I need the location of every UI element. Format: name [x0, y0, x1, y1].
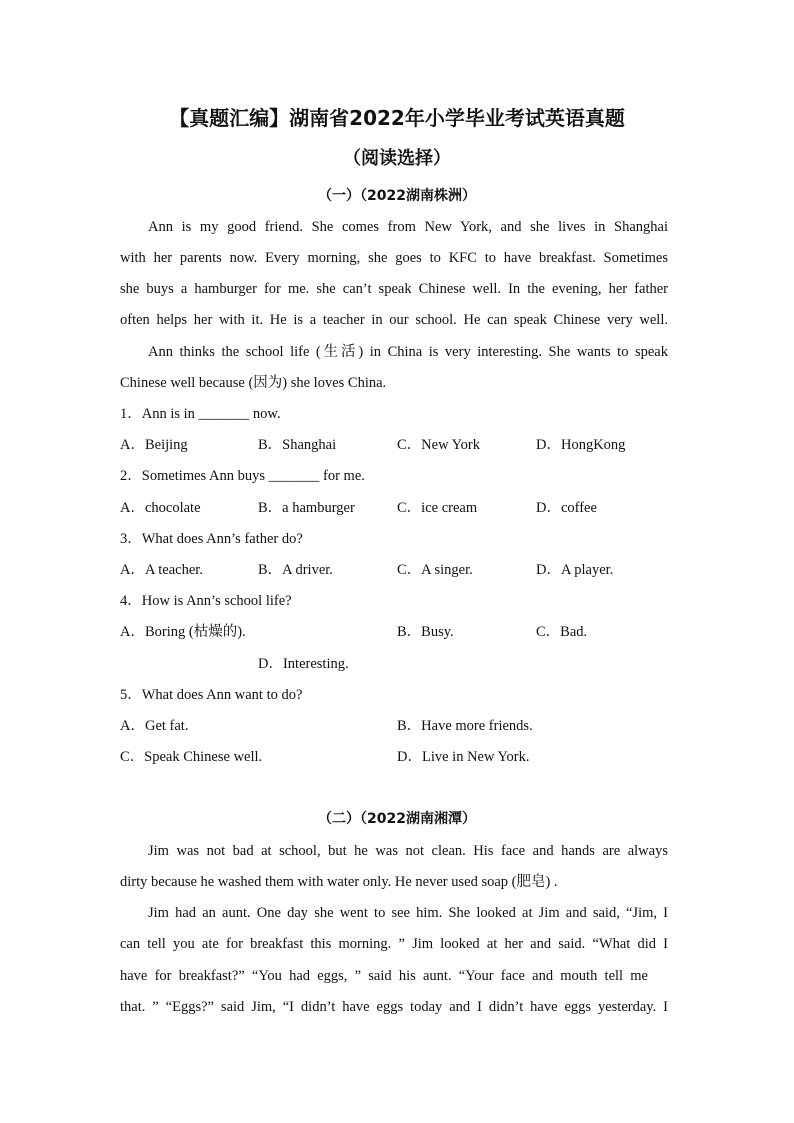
section-1-heading: （一）（2022湖南株洲） — [318, 188, 476, 204]
passage-1-line: Ann thinks the school life (生活) in China is very interesting. She wants to speak — [148, 344, 668, 360]
question-1-option-b: B．Shanghai — [258, 437, 337, 453]
question-4-option-a: A．Boring (枯燥的). — [120, 624, 246, 640]
question-4-option-c: C．Bad. — [536, 624, 588, 640]
passage-1-line: often helps her with it. He is a teacher in our school. He can speak Chinese very well. — [120, 312, 668, 328]
passage-2-line: Jim was not bad at school, but he was not clean. His face and hands are always — [148, 843, 668, 859]
question-5-option-a: A．Get fat. — [120, 718, 189, 734]
passage-2-line: dirty because he washed them with water only. He never used soap (肥皂) . — [120, 874, 558, 890]
question-2-option-b: B．a hamburger — [258, 500, 355, 516]
document-title: 【真题汇编】湖南省2022年小学毕业考试英语真题 — [169, 106, 625, 130]
passage-2-line: that. ” “Eggs?” said Jim, “I didn’t have eggs today and I didn’t have eggs yesterday. I — [120, 999, 668, 1015]
passage-2-line: have for breakfast?” “You had eggs, ” said his aunt. “Your face and mouth tell me — [120, 968, 648, 984]
question-3: 3．What does Ann’s father do? — [120, 531, 303, 547]
passage-1-line: Ann is my good friend. She comes from New York, and she lives in Shanghai — [148, 219, 668, 235]
question-1-option-a: A．Beijing — [120, 437, 188, 453]
document-subtitle: （阅读选择） — [343, 148, 451, 169]
question-5-option-d: D．Live in New York. — [397, 749, 530, 765]
question-1-option-c: C．New York — [397, 437, 480, 453]
question-2-option-d: D．coffee — [536, 500, 597, 516]
question-2-option-c: C．ice cream — [397, 500, 478, 516]
question-1-option-d: D．HongKong — [536, 437, 626, 453]
passage-2-line: can tell you ate for breakfast this morning. ” Jim looked at her and said. “What did I — [120, 936, 668, 952]
passage-1-line: she buys a hamburger for me. she can’t speak Chinese well. In the evening, her father — [120, 281, 668, 297]
question-1: 1．Ann is in _______ now. — [120, 406, 281, 422]
section-2-heading: （二）（2022湖南湘潭） — [318, 811, 476, 827]
passage-2-line: Jim had an aunt. One day she went to see him. She looked at Jim and said, “Jim, I — [148, 905, 668, 921]
question-3-option-c: C．A singer. — [397, 562, 473, 578]
question-2: 2．Sometimes Ann buys _______ for me. — [120, 468, 365, 484]
question-2-option-a: A．chocolate — [120, 500, 201, 516]
question-3-option-b: B．A driver. — [258, 562, 333, 578]
question-5: 5．What does Ann want to do? — [120, 687, 303, 703]
question-4-option-b: B．Busy. — [397, 624, 454, 640]
passage-1-line: Chinese well because (因为) she loves China. — [120, 375, 387, 391]
question-5-option-b: B．Have more friends. — [397, 718, 533, 734]
question-3-option-d: D．A player. — [536, 562, 614, 578]
passage-1-line: with her parents now. Every morning, she goes to KFC to have breakfast. Sometimes — [120, 250, 668, 266]
question-4: 4．How is Ann’s school life? — [120, 593, 292, 609]
question-3-option-a: A．A teacher. — [120, 562, 203, 578]
question-5-option-c: C．Speak Chinese well. — [120, 749, 263, 765]
question-4-option-d: D．Interesting. — [258, 656, 349, 672]
